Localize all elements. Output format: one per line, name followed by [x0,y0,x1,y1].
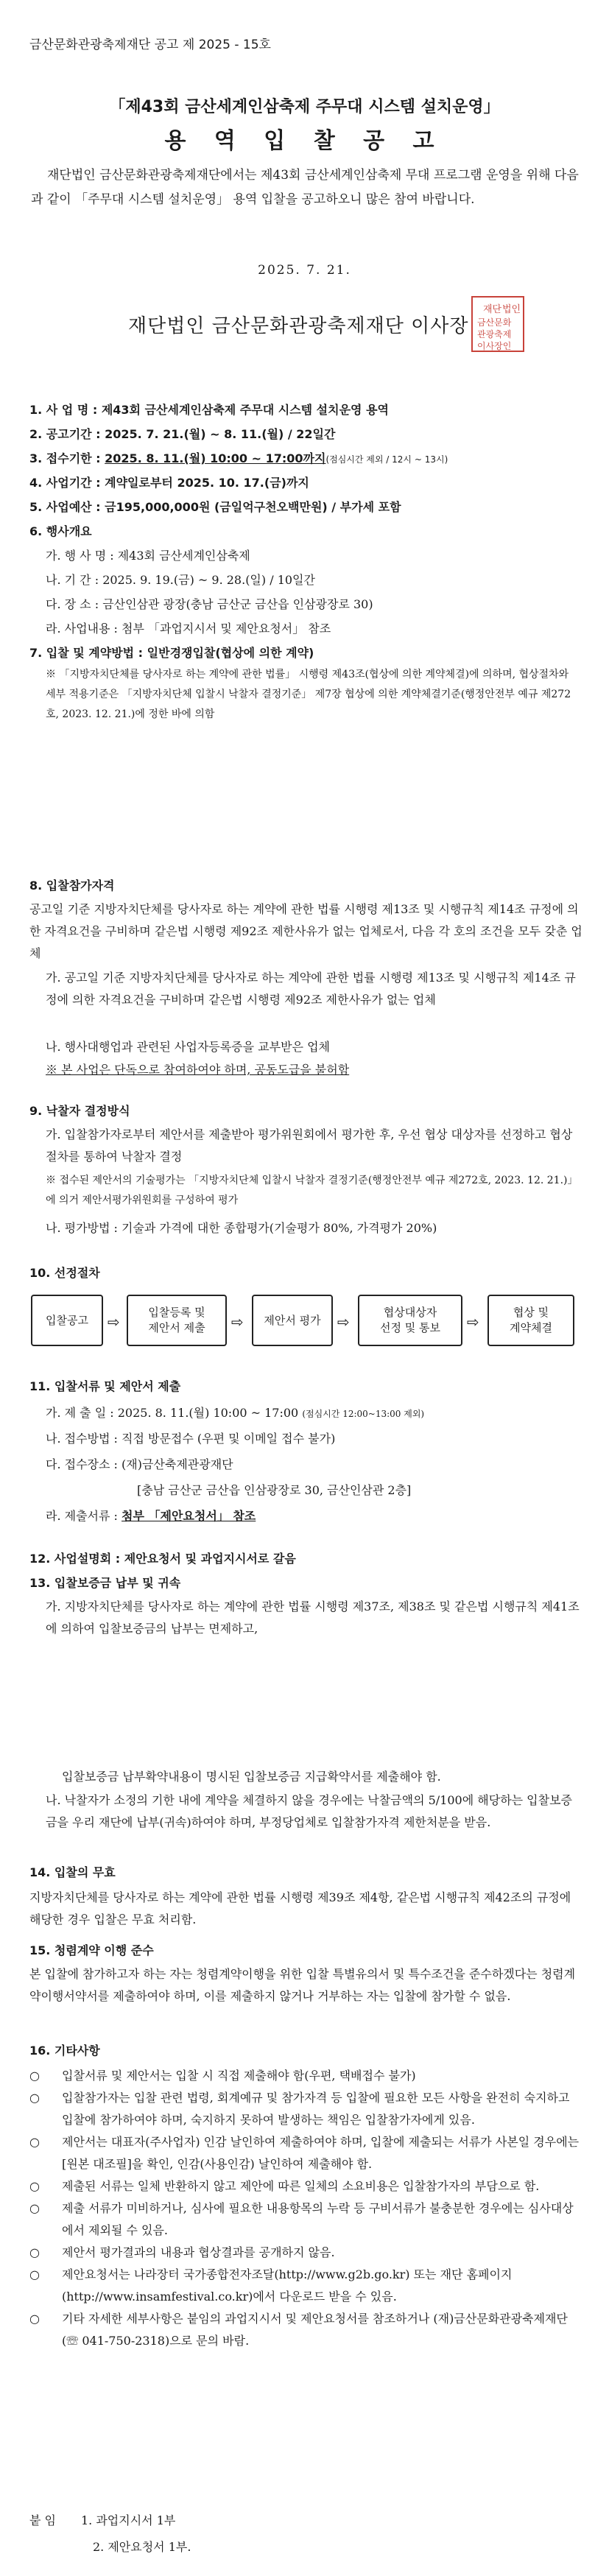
flow-arrow-icon: ⇨ [337,1313,350,1331]
bid-bond-a: 가. 지방자치단체를 당사자로 하는 계약에 관한 법률 시행령 제37조, 제38조 및 같은법 시행규칙 제41조에 의하여 입찰보증금의 납부는 면제하고, [46,1600,580,1636]
eligibility-item-b: 나. 행사대행업과 관련된 사업자등록증을 교부받은 업체 [46,1040,331,1054]
list-item: ○ 기타 자세한 세부사항은 붙임의 과업지시서 및 제안요청서를 참조하거나 (재)금산문화관광축제재단(☏ 041-750-2318)으로 문의 바람. [46,2308,583,2352]
section-14-invalid-bid: 14. 입찰의 무효 [29,1865,116,1879]
document-number: 금산문화관광축제재단 공고 제 2025 - 15호 [29,38,271,52]
section-4-project-period: 4. 사업기간 : 계약일로부터 2025. 10. 17.(금)까지 [29,476,309,490]
svg-text:법인: 법인 [502,304,521,315]
submission-documents [46,1507,605,1524]
section-1-project-name: 1. 사 업 명 : 제43회 금산세계인삼축제 주무대 시스템 설치운영 용역 [29,403,389,417]
event-contents: 라. 사업내용 : 첨부 「과업지시서 및 제안요청서」 참조 [46,622,331,636]
list-item: ○ 제출 서류가 미비하거나, 심사에 필요한 내용항목의 누락 등 구비서류가 불충분한 경우에는 심사대상에서 제외될 수 있음. [46,2197,583,2242]
flow-arrow-icon: ⇨ [108,1313,120,1331]
award-method-b: 나. 평가방법 : 기술과 가격에 대한 종합평가(기술평가 80%, 가격평가 20%) [46,1221,437,1235]
circle-bullet-icon: ○ [29,2135,40,2149]
flow-step-2: 입찰등록 및 제안서 제출 [127,1295,227,1346]
svg-text:금산문화: 금산문화 [477,317,512,328]
submission-place: 다. 접수장소 : (재)금산축제관광재단 [46,1457,233,1471]
flow-step-5: 협상 및 계약체결 [487,1295,574,1346]
integrity-body: 본 입찰에 참가하고자 하는 자는 청렴계약이행을 위한 입찰 특별유의서 및 특수조건을 준수하겠다는 청렴계약이행서약서를 제출하여야 하며, 이를 제출하지 않거나 거부하는 자는 입찰에 참가할 수 없음. [29,1967,576,2003]
eligibility-item-a: 가. 공고일 기준 지방자치단체를 당사자로 하는 계약에 관한 법률 시행령 제13조 및 시행규칙 제14조 규정에 의한 자격요건을 구비하며 같은법 시행령 제92조 제한사유가 없는 업체 [46,971,576,1007]
flow-arrow-icon: ⇨ [467,1313,479,1331]
submission-documents-label: 라. 제출서류 : [46,1509,122,1523]
section-16-other: 16. 기타사항 [29,2044,100,2058]
circle-bullet-icon: ○ [29,2179,40,2193]
contract-method-note: ※ 「지방자치단체를 당사자로 하는 계약에 관한 법률」 시행령 제43조(협상에 의한 계약체결)에 의하며, 협상절차와 세부 적용기준은 「지방자치단체 입찰시 낙찰자 결정기준」 제7장 협상에 의한 계약체결기준(행정안전부 예규 제272호, 2023. 12. 21.)에 정한 바에 의함 [46,669,571,720]
flow-step-4: 협상대상자 선정 및 통보 [358,1295,462,1346]
submission-date-note: (점심시간 12:00~13:00 제외) [302,1409,425,1419]
section-11-submission: 11. 입찰서류 및 제안서 제출 [29,1379,181,1393]
list-item: ○ 제안서 평가결과의 내용과 협상결과를 공개하지 않음. [46,2242,583,2264]
notice-subtitle: 용 역 입 찰 공 고 [164,128,445,154]
svg-text:관광축제: 관광축제 [477,329,512,339]
circle-bullet-icon: ○ [29,2312,40,2326]
flow-step-3: 제안서 평가 [252,1295,333,1346]
deadline-value: 2025. 8. 11.(월) 10:00 ~ 17:00까지 [105,451,326,465]
eligibility-note: ※ 본 사업은 단독으로 참여하여야 하며, 공동도급을 불허함 [46,1063,350,1077]
flow-arrow-icon: ⇨ [231,1313,244,1331]
attachment-item-2: 2. 제안요청서 1부. [93,2540,191,2554]
circle-bullet-icon: ○ [29,2069,40,2083]
section-8-eligibility: 8. 입찰참가자격 [29,879,115,893]
submission-documents-value: 첨부 「제안요청서」 참조 [122,1509,256,1523]
organization-name: 재단법인 금산문화관광축제재단 이사장 [128,315,469,337]
circle-bullet-icon: ○ [29,2201,40,2215]
bid-bond-b: 나. 낙찰자가 소정의 기한 내에 계약을 체결하지 않을 경우에는 낙찰금액의 5/100에 해당하는 입찰보증금을 우리 재단에 납부(귀속)하여야 하며, 부정당업체로 입찰참가자격 제한처분을 받음. [46,1793,573,1829]
section-6-event-overview: 6. 행사개요 [29,524,92,538]
deadline-label: 3. 접수기한 : [29,451,105,465]
list-item: ○ 입찰참가자는 입찰 관련 법령, 회계예규 및 참가자격 등 입찰에 필요한 모든 사항을 완전히 숙지하고 입찰에 참가하여야 하며, 숙지하지 못하여 발생하는 책임은 입찰참가자에게 있음. [46,2087,583,2131]
circle-bullet-icon: ○ [29,2091,40,2105]
section-12-briefing: 12. 사업설명회 : 제안요청서 및 과업지시서로 갈음 [29,1552,296,1566]
event-venue: 다. 장 소 : 금산인삼관 광장(충남 금산군 금산읍 인삼광장로 30) [46,597,373,611]
award-method-a: 가. 입찰참가자로부터 제안서를 제출받아 평가위원회에서 평가한 후, 우선 협상 대상자를 선정하고 협상절차를 통하여 낙찰자 결정 [46,1127,573,1164]
section-10-selection-process: 10. 선정절차 [29,1266,100,1280]
flow-step-1: 입찰공고 [31,1295,103,1346]
circle-bullet-icon: ○ [29,2267,40,2281]
notice-date: 2025. 7. 21. [258,263,351,278]
submission-date [46,1404,605,1421]
other-items-list [29,2065,583,2352]
section-5-budget: 5. 사업예산 : 금195,000,000원 (금일억구천오백만원) / 부가세 포함 [29,500,401,514]
intro-paragraph: 재단법인 금산문화관광축제재단에서는 제43회 금산세계인삼축제 무대 프로그램 운영을 위해 다음과 같이 「주무대 시스템 설치운영」 용역 입찰을 공고하오니 많은 참여 바랍니다. [31,168,579,207]
section-15-integrity: 15. 청렴계약 이행 준수 [29,1943,154,1957]
submission-date-text: 가. 제 출 일 : 2025. 8. 11.(월) 10:00 ~ 17:00 [46,1406,299,1420]
invalid-bid-body: 지방자치단체를 당사자로 하는 계약에 관한 법률 시행령 제39조 제4항, 같은법 시행규칙 제42조의 규정에 해당한 경우 입찰은 무효 처리함. [29,1890,571,1926]
svg-text:재단: 재단 [483,304,502,315]
event-period: 나. 기 간 : 2025. 9. 19.(금) ~ 9. 28.(일) / 10일간 [46,573,315,587]
section-9-award-method: 9. 낙찰자 결정방식 [29,1104,130,1118]
notice-title: 「제43회 금산세계인삼축제 주무대 시스템 설치운영」 [109,98,500,116]
list-item: ○ 제안요청서는 나라장터 국가종합전자조달(http://www.g2b.go.kr) 또는 재단 홈페이지(http://www.insamfestival.co.kr)에서 다운로드 받을 수 있음. [46,2264,583,2308]
circle-bullet-icon: ○ [29,2245,40,2259]
event-name: 가. 행 사 명 : 제43회 금산세계인삼축제 [46,549,250,563]
attachment-label: 붙 임 [29,2513,56,2527]
seal-icon [473,300,523,352]
bid-bond-a-continued: 입찰보증금 납부확약내용이 명시된 입찰보증금 지급확약서를 제출해야 함. [62,1770,441,1784]
section-3-deadline [29,449,582,466]
svg-text:이사장인: 이사장인 [477,341,512,351]
list-item: ○ 제출된 서류는 일체 반환하지 않고 제안에 따른 일체의 소요비용은 입찰참가자의 부담으로 함. [46,2175,583,2197]
eligibility-body: 공고일 기준 지방자치단체를 당사자로 하는 계약에 관한 법률 시행령 제13조 및 시행규칙 제14조 규정에 의한 자격요건을 구비하며 같은법 시행령 제92조 제한사유가 없는 업체로서, 다음 각 호의 조건을 모두 갖춘 업체 [29,902,582,960]
section-7-contract-method: 7. 입찰 및 계약방법 : 일반경쟁입찰(협상에 의한 계약) [29,646,314,660]
attachment-item-1: 1. 과업지시서 1부 [81,2513,176,2527]
submission-address: [충남 금산군 금산읍 인삼광장로 30, 금산인삼관 2층] [137,1483,412,1497]
list-item: ○ 제안서는 대표자(주사업자) 인감 날인하여 제출하여야 하며, 입찰에 제출되는 서류가 사본일 경우에는 [원본 대조필]을 확인, 인감(사용인감) 날인하여 제출해야 함. [46,2131,583,2175]
submission-method: 나. 접수방법 : 직접 방문접수 (우편 및 이메일 접수 불가) [46,1432,336,1446]
selection-flowchart [31,1295,591,1349]
section-13-bid-bond: 13. 입찰보증금 납부 및 귀속 [29,1576,181,1590]
list-item: ○ 입찰서류 및 제안서는 입찰 시 직접 제출해야 함(우편, 택배접수 불가) [46,2065,583,2087]
section-2-notice-period: 2. 공고기간 : 2025. 7. 21.(월) ~ 8. 11.(월) / 22일간 [29,427,336,441]
deadline-note: (점심시간 제외 / 12시 ~ 13시) [325,454,448,465]
official-seal-stamp [471,296,524,352]
award-method-note: ※ 접수된 제안서의 기술평가는 「지방자치단체 입찰시 낙찰자 결정기준(행정안전부 예규 제272호, 2023. 12. 21.)」에 의거 제안서평가위원회를 구성하여 평가 [46,1175,573,1206]
